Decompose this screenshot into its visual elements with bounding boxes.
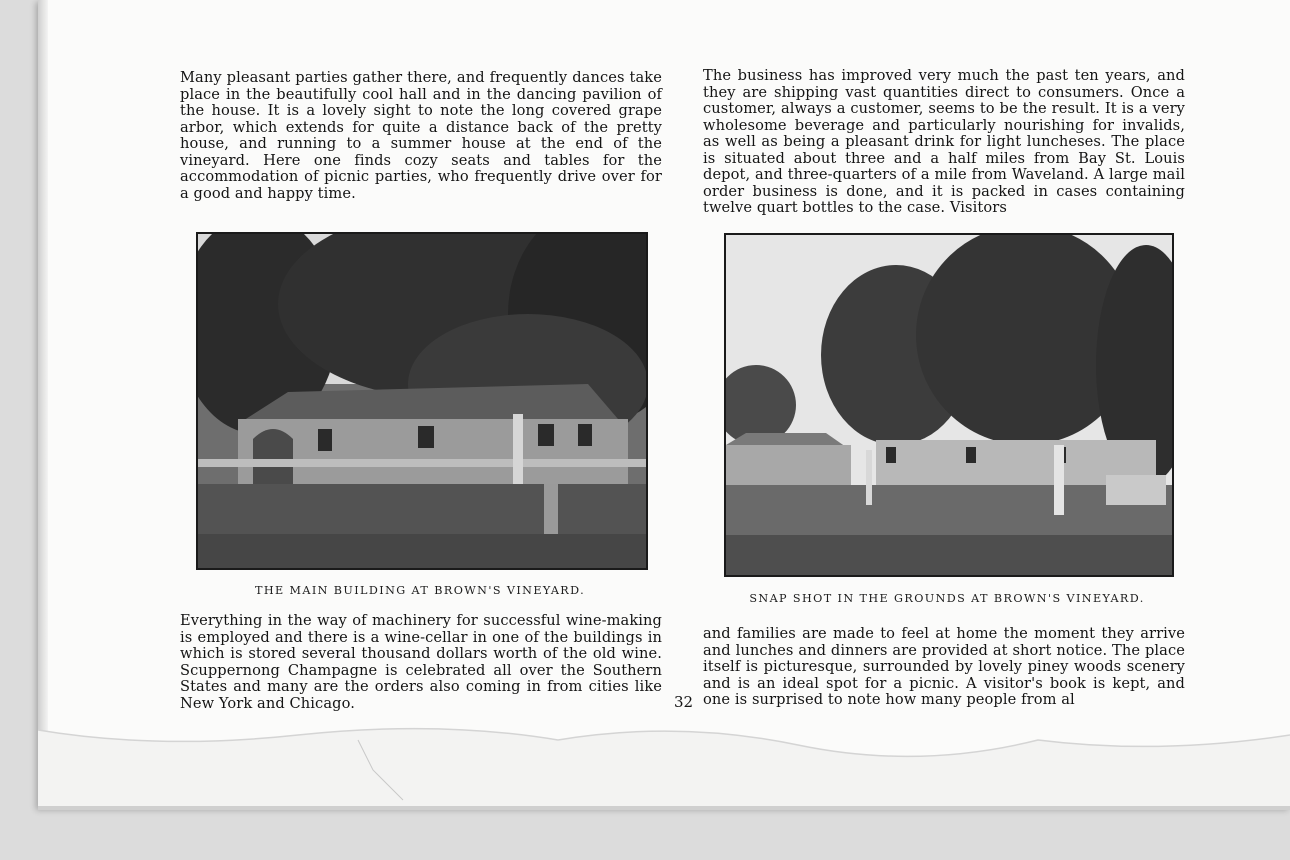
grounds-snapshot-photo-image	[726, 235, 1172, 575]
grounds-snapshot-photo	[724, 233, 1174, 577]
page-binding-edge	[38, 0, 48, 808]
left-bottom-paragraph-block	[180, 613, 662, 712]
main-building-caption: THE MAIN BUILDING AT BROWN'S VINEYARD.	[254, 584, 586, 597]
right-top-paragraph: The business has improved very much the past ten years, and they are shipping vast quantities direct to consumers. Once a customer, always a customer, seems to be the result. It is a very wholesome beverage and particularly nourishing for invalids, as well as being a pleasant drink for light luncheses. The place is situated about three and a half miles from Bay St. Louis depot, and three-quarters of a mile from Waveland. A large mail order business is done, and it is packed in cases containing twelve quart bottles to the case. Visitors	[703, 67, 1185, 216]
page-number: 32	[674, 693, 694, 711]
main-building-photo-image	[198, 234, 646, 568]
left-top-paragraph-block	[180, 70, 662, 202]
grounds-snapshot-caption: SNAP SHOT IN THE GROUNDS AT BROWN'S VINEYARD.	[749, 592, 1145, 605]
right-bottom-paragraph: and families are made to feel at home the moment they arrive and lunches and dinners are provided at short notice. The place itself is picturesque, surrounded by lovely piney woods scenery and is an ideal spot for a picnic. A visitor's book is kept, and one is surprised to note how many people from al	[703, 625, 1185, 708]
right-bottom-paragraph-block	[703, 626, 1185, 709]
torn-page-edge	[38, 710, 1290, 810]
main-building-photo	[196, 232, 648, 570]
right-top-paragraph-block	[703, 68, 1185, 217]
left-top-paragraph: Many pleasant parties gather there, and frequently dances take place in the beautifully cool hall and in the dancing pavilion of the house. It is a lovely sight to note the long covered grape arbor, which extends for quite a distance back of the pretty house, and running to a summer house at the end of the vineyard. Here one finds cozy seats and tables for the accommodation of picnic parties, who frequently drive over for a good and happy time.	[180, 69, 662, 202]
left-bottom-paragraph: Everything in the way of machinery for successful wine-making is employed and there is a wine-cellar in one of the buildings in which is stored several thousand dollars worth of the old wine. Scuppernong Champagne is celebrated all over the Southern States and many are the orders also coming in from cities like New York and Chicago.	[180, 612, 662, 712]
